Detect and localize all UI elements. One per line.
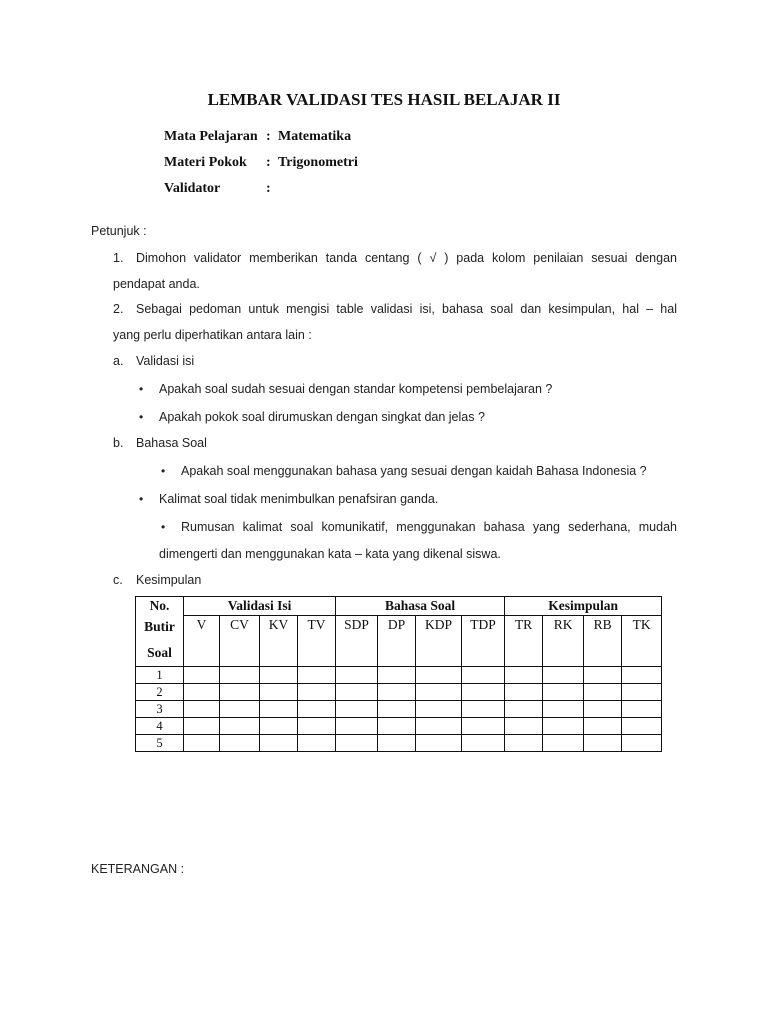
check-cell[interactable] bbox=[584, 684, 622, 701]
subheader-cell: TDP bbox=[462, 615, 505, 666]
section-a-bullet-1: Apakah soal sudah sesuai dengan standar kompetensi pembelajaran ? bbox=[159, 382, 553, 396]
section-b-marker: b. bbox=[113, 436, 124, 450]
instructions-heading: Petunjuk : bbox=[91, 224, 147, 238]
item-1-line2: pendapat anda. bbox=[113, 277, 200, 291]
check-cell[interactable] bbox=[622, 718, 662, 735]
check-cell[interactable] bbox=[378, 684, 416, 701]
check-cell[interactable] bbox=[298, 684, 336, 701]
page-title: LEMBAR VALIDASI TES HASIL BELAJAR II bbox=[207, 90, 561, 109]
check-cell[interactable] bbox=[378, 701, 416, 718]
check-cell[interactable] bbox=[543, 701, 584, 718]
subheader-cell: RK bbox=[543, 615, 584, 666]
check-cell[interactable] bbox=[336, 667, 378, 684]
check-cell[interactable] bbox=[260, 667, 298, 684]
check-cell[interactable] bbox=[622, 667, 662, 684]
subheader-cell: SDP bbox=[336, 615, 378, 666]
check-cell[interactable] bbox=[622, 701, 662, 718]
check-cell[interactable] bbox=[220, 735, 260, 752]
section-b-label: Bahasa Soal bbox=[136, 436, 207, 450]
section-c-marker: c. bbox=[113, 573, 123, 587]
subheader-cell: RB bbox=[584, 615, 622, 666]
check-cell[interactable] bbox=[336, 718, 378, 735]
meta-value-subject: Matematika bbox=[278, 129, 352, 144]
row-number: 4 bbox=[136, 718, 184, 735]
check-cell[interactable] bbox=[298, 718, 336, 735]
table-row bbox=[136, 735, 662, 752]
check-cell[interactable] bbox=[220, 701, 260, 718]
item-number: 2. bbox=[113, 302, 124, 316]
bullet-icon: • bbox=[139, 410, 144, 424]
check-cell[interactable] bbox=[336, 735, 378, 752]
check-cell[interactable] bbox=[543, 735, 584, 752]
check-cell[interactable] bbox=[184, 701, 220, 718]
bullet-icon: • bbox=[161, 464, 166, 478]
check-cell[interactable] bbox=[584, 667, 622, 684]
subheader-cell: CV bbox=[220, 615, 260, 666]
check-cell[interactable] bbox=[622, 684, 662, 701]
check-cell[interactable] bbox=[336, 701, 378, 718]
header-validasi-isi: Validasi Isi bbox=[184, 597, 336, 616]
check-cell[interactable] bbox=[184, 684, 220, 701]
check-cell[interactable] bbox=[416, 667, 462, 684]
check-cell[interactable] bbox=[462, 684, 505, 701]
meta-label-validator: Validator bbox=[164, 181, 221, 196]
section-b-bullet-2: Kalimat soal tidak menimbulkan penafsiran ganda. bbox=[159, 492, 439, 506]
header-soal: Soal bbox=[147, 645, 172, 660]
section-a-marker: a. bbox=[113, 354, 124, 368]
check-cell[interactable] bbox=[298, 701, 336, 718]
meta-colon: : bbox=[266, 155, 271, 170]
item-2-line2: yang perlu diperhatikan antara lain : bbox=[113, 328, 312, 342]
bullet-icon: • bbox=[139, 492, 144, 506]
section-a-label: Validasi isi bbox=[136, 354, 195, 368]
check-cell[interactable] bbox=[505, 735, 543, 752]
check-cell[interactable] bbox=[298, 667, 336, 684]
check-cell[interactable] bbox=[298, 735, 336, 752]
section-c-label: Kesimpulan bbox=[136, 573, 202, 587]
section-b-bullet-3: Rumusan kalimat soal komunikatif, menggunakan bahasa yang sederhana, mudah bbox=[181, 520, 677, 534]
check-cell[interactable] bbox=[220, 684, 260, 701]
item-2-line1: Sebagai pedoman untuk mengisi table validasi isi, bahasa soal dan kesimpulan, hal – hal bbox=[136, 302, 677, 316]
check-cell[interactable] bbox=[378, 735, 416, 752]
item-number: 1. bbox=[113, 251, 124, 265]
check-cell[interactable] bbox=[462, 718, 505, 735]
check-cell[interactable] bbox=[184, 667, 220, 684]
check-cell[interactable] bbox=[505, 684, 543, 701]
check-cell[interactable] bbox=[220, 667, 260, 684]
validation-table bbox=[135, 596, 662, 752]
check-cell[interactable] bbox=[584, 701, 622, 718]
section-a-bullet-2: Apakah pokok soal dirumuskan dengan singkat dan jelas ? bbox=[159, 410, 485, 424]
check-cell[interactable] bbox=[416, 735, 462, 752]
check-cell[interactable] bbox=[184, 718, 220, 735]
subheader-cell: V bbox=[184, 615, 220, 666]
bullet-icon: • bbox=[139, 382, 144, 396]
check-cell[interactable] bbox=[260, 735, 298, 752]
header-bahasa-soal: Bahasa Soal bbox=[336, 597, 505, 616]
subheader-cell: TR bbox=[505, 615, 543, 666]
check-cell[interactable] bbox=[260, 718, 298, 735]
subheader-cell: KV bbox=[260, 615, 298, 666]
row-number: 1 bbox=[136, 667, 184, 684]
check-cell[interactable] bbox=[462, 701, 505, 718]
meta-value-topic: Trigonometri bbox=[278, 155, 358, 170]
check-cell[interactable] bbox=[622, 735, 662, 752]
check-cell[interactable] bbox=[260, 684, 298, 701]
check-cell[interactable] bbox=[336, 684, 378, 701]
table-row bbox=[136, 684, 662, 701]
row-number: 2 bbox=[136, 684, 184, 701]
check-cell[interactable] bbox=[584, 718, 622, 735]
check-cell[interactable] bbox=[543, 684, 584, 701]
table-row bbox=[136, 718, 662, 735]
meta-label-subject: Mata Pelajaran bbox=[164, 129, 258, 144]
section-b-bullet-1: Apakah soal menggunakan bahasa yang sesuai dengan kaidah Bahasa Indonesia ? bbox=[181, 464, 647, 478]
check-cell[interactable] bbox=[378, 718, 416, 735]
check-cell[interactable] bbox=[505, 701, 543, 718]
section-b-bullet-3-cont: dimengerti dan menggunakan kata – kata yang dikenal siswa. bbox=[159, 547, 501, 561]
check-cell[interactable] bbox=[584, 735, 622, 752]
header-kesimpulan: Kesimpulan bbox=[505, 597, 662, 616]
check-cell[interactable] bbox=[378, 667, 416, 684]
row-number: 5 bbox=[136, 735, 184, 752]
item-1-line1: Dimohon validator memberikan tanda centang ( √ ) pada kolom penilaian sesuai dengan bbox=[136, 251, 677, 265]
table-row bbox=[136, 701, 662, 718]
check-cell[interactable] bbox=[220, 718, 260, 735]
row-number: 3 bbox=[136, 701, 184, 718]
check-cell[interactable] bbox=[543, 667, 584, 684]
check-cell[interactable] bbox=[416, 684, 462, 701]
check-cell[interactable] bbox=[184, 735, 220, 752]
bullet-icon: • bbox=[161, 520, 166, 534]
header-no: No. bbox=[149, 598, 170, 613]
subheader-cell: DP bbox=[378, 615, 416, 666]
subheader-cell: KDP bbox=[416, 615, 462, 666]
check-cell[interactable] bbox=[462, 735, 505, 752]
check-cell[interactable] bbox=[505, 718, 543, 735]
keterangan-heading: KETERANGAN : bbox=[91, 862, 185, 876]
check-cell[interactable] bbox=[260, 701, 298, 718]
header-butir: Butir bbox=[144, 619, 175, 634]
subheader-cell: TK bbox=[622, 615, 662, 666]
meta-colon: : bbox=[266, 181, 271, 196]
check-cell[interactable] bbox=[505, 667, 543, 684]
header-no-butir-soal bbox=[136, 597, 184, 667]
meta-label-topic: Materi Pokok bbox=[164, 155, 247, 170]
check-cell[interactable] bbox=[543, 718, 584, 735]
subheader-cell: TV bbox=[298, 615, 336, 666]
check-cell[interactable] bbox=[416, 701, 462, 718]
meta-colon: : bbox=[266, 129, 271, 144]
check-cell[interactable] bbox=[462, 667, 505, 684]
check-cell[interactable] bbox=[416, 718, 462, 735]
table-row bbox=[136, 667, 662, 684]
